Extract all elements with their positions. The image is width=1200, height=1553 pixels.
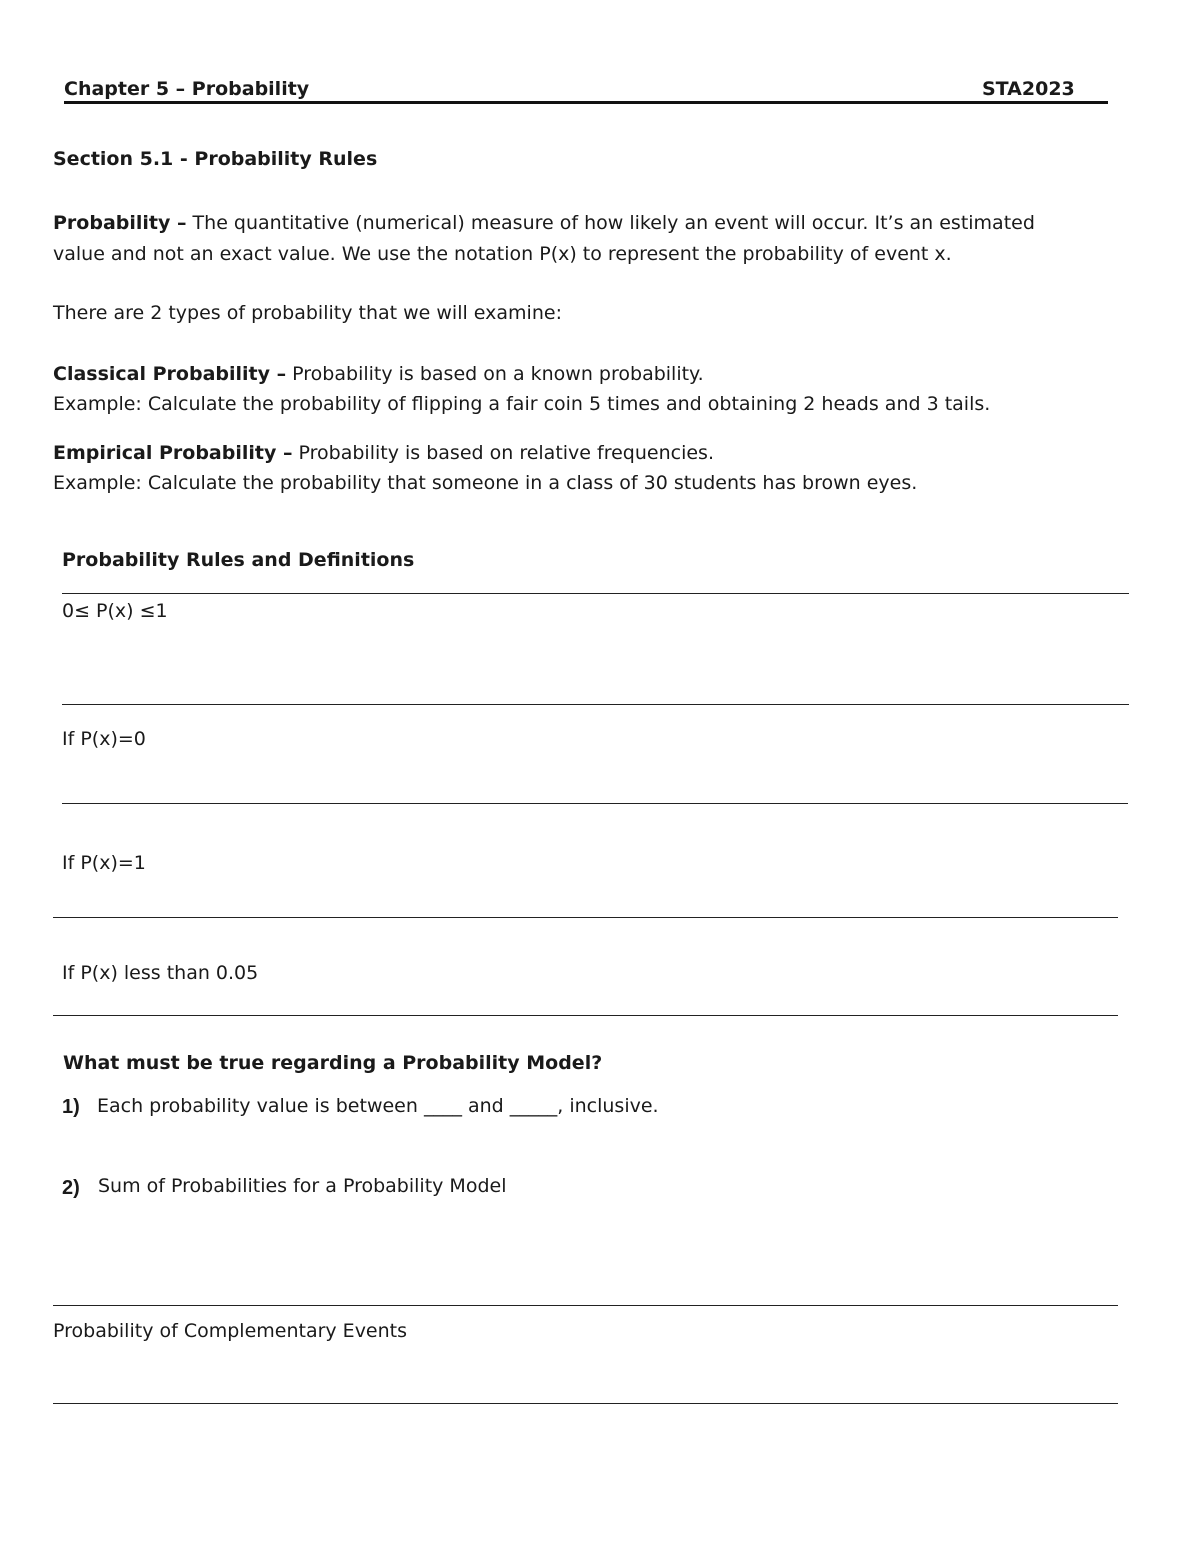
classical-text: Probability is based on a known probability. <box>286 363 704 385</box>
rule-divider <box>62 704 1129 705</box>
probability-definition-line2: value and not an exact value. We use the notation P(x) to represent the probability of event x. <box>53 243 952 265</box>
section-title: Section 5.1 - Probability Rules <box>53 148 378 170</box>
classical-example: Example: Calculate the probability of flipping a fair coin 5 times and obtaining 2 heads and 3 tails. <box>53 393 991 415</box>
model-divider <box>53 1305 1118 1306</box>
rule-item-zero: If P(x)=0 <box>62 728 146 750</box>
complement-divider <box>53 1403 1118 1404</box>
model-item-number: 1) <box>62 1096 80 1118</box>
probability-term: Probability – <box>53 212 187 234</box>
rules-divider <box>62 593 1129 594</box>
rule-item-one: If P(x)=1 <box>62 852 146 874</box>
rule-divider <box>53 1015 1118 1016</box>
empirical-term: Empirical Probability – <box>53 442 293 464</box>
model-item-text: Sum of Probabilities for a Probability Model <box>98 1175 507 1197</box>
classical-term: Classical Probability – <box>53 363 287 385</box>
probability-definition-line1 <box>53 208 1035 238</box>
empirical-definition <box>53 438 714 468</box>
header-rule <box>64 101 1108 104</box>
model-question: What must be true regarding a Probability Model? <box>63 1052 603 1074</box>
probability-definition-text: The quantitative (numerical) measure of how likely an event will occur. It’s an estimated <box>186 212 1035 234</box>
rule-divider <box>53 917 1118 918</box>
empirical-text: Probability is based on relative frequencies. <box>292 442 714 464</box>
model-item-text: Each probability value is between ____ and _____, inclusive. <box>97 1095 659 1117</box>
course-code: STA2023 <box>982 78 1075 100</box>
rule-divider <box>62 803 1128 804</box>
rule-item-small: If P(x) less than 0.05 <box>62 962 259 984</box>
rule-item-range: 0≤ P(x) ≤1 <box>62 600 168 622</box>
complement-title: Probability of Complementary Events <box>53 1320 408 1342</box>
classical-definition <box>53 359 704 389</box>
empirical-example: Example: Calculate the probability that someone in a class of 30 students has brown eyes. <box>53 472 918 494</box>
rules-title: Probability Rules and Definitions <box>62 549 415 571</box>
model-item-number: 2) <box>62 1177 80 1199</box>
chapter-title: Chapter 5 – Probability <box>64 78 310 100</box>
types-intro: There are 2 types of probability that we will examine: <box>53 302 562 324</box>
